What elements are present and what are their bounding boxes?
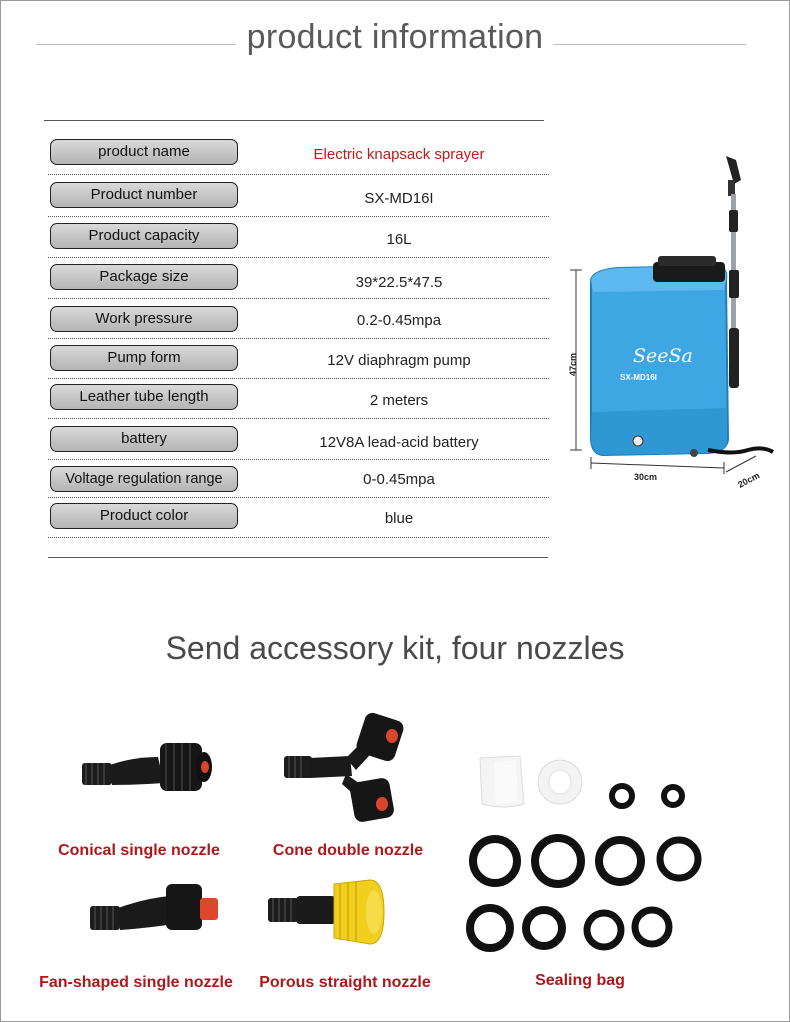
spec-label: battery bbox=[50, 426, 238, 452]
model-text: SX-MD16I bbox=[620, 373, 657, 382]
spec-value: blue bbox=[384, 510, 414, 527]
spec-row-product-name bbox=[44, 130, 549, 175]
label-fan-shaped-single-nozzle: Fan-shaped single nozzle bbox=[39, 974, 233, 991]
label-sealing-bag: Sealing bag bbox=[535, 972, 625, 989]
spec-value: 12V8A lead-acid battery bbox=[319, 434, 479, 451]
spec-value: 0.2-0.45mpa bbox=[356, 312, 442, 329]
height-dimension: 47cm bbox=[568, 352, 578, 376]
sprayer-product-image bbox=[558, 150, 780, 495]
width-dimension: 30cm bbox=[634, 472, 658, 482]
depth-dimension: 20cm bbox=[736, 470, 762, 490]
spec-label: Pump form bbox=[50, 345, 238, 371]
table-bottom-rule bbox=[48, 557, 548, 558]
spec-label: Leather tube length bbox=[50, 384, 238, 410]
spec-label: Product color bbox=[50, 503, 238, 529]
spec-row-tube-length bbox=[44, 379, 549, 419]
spec-value: 12V diaphragm pump bbox=[327, 352, 471, 369]
spec-label: Product number bbox=[50, 182, 238, 208]
spec-value: SX-MD16I bbox=[364, 190, 434, 207]
spec-label: Product capacity bbox=[50, 223, 238, 249]
table-top-rule bbox=[44, 120, 544, 121]
spec-row-capacity bbox=[44, 217, 549, 258]
sealing-bag-image bbox=[462, 752, 712, 957]
accessory-section-title: Send accessory kit, four nozzles bbox=[165, 630, 625, 666]
fan-nozzle-image bbox=[86, 878, 226, 944]
spec-label: Voltage regulation range bbox=[50, 466, 238, 492]
page-title: product information bbox=[0, 18, 790, 57]
spec-value: Electric knapsack sprayer bbox=[313, 146, 485, 163]
label-cone-double-nozzle: Cone double nozzle bbox=[272, 842, 424, 859]
spec-value: 39*22.5*47.5 bbox=[355, 274, 443, 291]
spec-label: product name bbox=[50, 139, 238, 165]
label-conical-single-nozzle: Conical single nozzle bbox=[58, 842, 220, 859]
cone-double-nozzle-image bbox=[280, 712, 410, 824]
spec-row-voltage-range bbox=[44, 460, 549, 498]
spec-row-product-number bbox=[44, 175, 549, 217]
spec-value: 0-0.45mpa bbox=[363, 471, 435, 488]
spec-label: Package size bbox=[50, 264, 238, 290]
spec-row-work-pressure bbox=[44, 299, 549, 339]
spec-value: 16L bbox=[386, 231, 412, 248]
spec-row-pump-form bbox=[44, 339, 549, 379]
spec-row-color bbox=[44, 498, 549, 538]
spec-row-package-size bbox=[44, 258, 549, 299]
spec-value: 2 meters bbox=[369, 392, 429, 409]
spec-label: Work pressure bbox=[50, 306, 238, 332]
spec-row-battery bbox=[44, 419, 549, 460]
label-porous-straight-nozzle: Porous straight nozzle bbox=[259, 974, 431, 991]
porous-nozzle-image bbox=[266, 878, 388, 946]
brand-text: SeeSa bbox=[633, 345, 693, 367]
conical-nozzle-image bbox=[78, 735, 218, 805]
